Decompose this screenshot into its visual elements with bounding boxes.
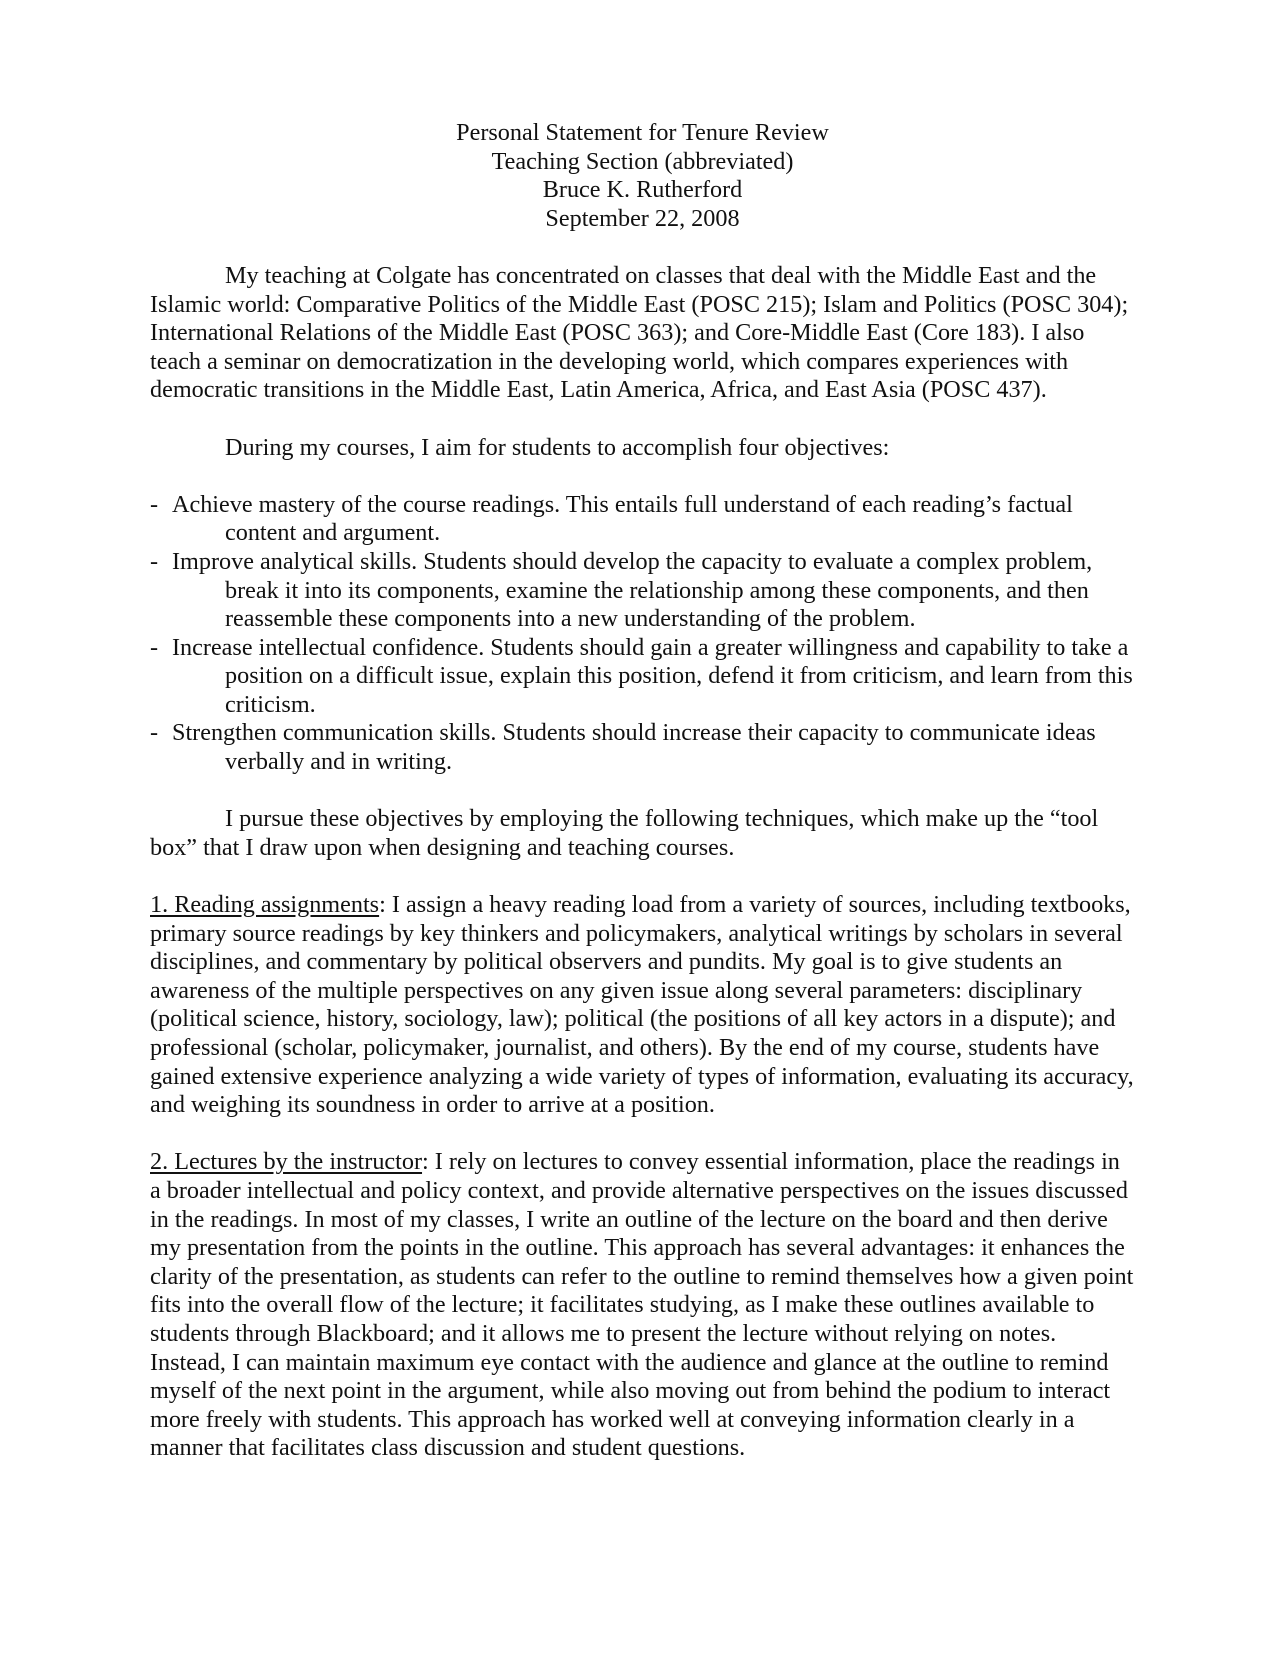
document-page xyxy=(150,119,1135,1463)
author-name: Bruce K. Rutherford xyxy=(542,176,743,204)
technique-heading: 2. Lectures by the instructor xyxy=(150,1148,423,1176)
objective-text: Achieve mastery of the course readings. This entails full understand of each reading’s factual content and argument. xyxy=(172,490,1073,547)
document-date: September 22, 2008 xyxy=(545,204,740,232)
document-subtitle: Teaching Section (abbreviated) xyxy=(491,147,794,175)
techniques-intro-paragraph: I pursue these objectives by employing the following techniques, which make up the “tool box” that I draw upon when designing and teaching courses. xyxy=(150,805,1099,861)
technique-paragraph-lectures xyxy=(150,1148,1135,1463)
list-dash: - xyxy=(150,490,159,518)
list-dash: - xyxy=(150,633,159,661)
document-title: Personal Statement for Tenure Review xyxy=(456,119,829,146)
list-dash: - xyxy=(150,547,159,575)
objective-item xyxy=(150,491,1135,548)
objectives-intro-paragraph: During my courses, I aim for students to accomplish four objectives: xyxy=(225,433,890,461)
objective-item xyxy=(150,719,1135,776)
objective-text: Strengthen communication skills. Students should increase their capacity to communicate ideas verbally and in writing. xyxy=(172,719,1096,776)
document-header xyxy=(150,119,1135,233)
list-dash: - xyxy=(150,719,159,747)
technique-heading: 1. Reading assignments xyxy=(150,891,380,919)
objective-text: Increase intellectual confidence. Students should gain a greater willingness and capability to take a position on a difficult issue, explain this position, defend it from criticism, and learn from this criticism. xyxy=(172,633,1133,718)
objective-item xyxy=(150,548,1135,634)
intro-paragraph: My teaching at Colgate has concentrated on classes that deal with the Middle East and the Islamic world: Comparative Politics of the Middle East (POSC 215); Islam and Politics (POSC 304); International Relations of the Middle East (POSC 363); and Core-Middle East (Core 183). I also teach a seminar on democratization in the developing world, which compares experiences with democratic transitions in the Middle East, Latin America, Africa, and East Asia (POSC 437). xyxy=(150,261,1129,404)
objectives-list xyxy=(150,491,1135,777)
objective-text: Improve analytical skills. Students should develop the capacity to evaluate a complex problem, break it into its components, examine the relationship among these components, and then reassemble these components into a new understanding of the problem. xyxy=(172,547,1093,633)
technique-paragraph-reading xyxy=(150,891,1135,1120)
technique-text: : I rely on lectures to convey essential information, place the readings in a broader intellectual and policy context, and provide alternative perspectives on the issues discussed in the readings. In most of my classes, I write an outline of the lecture on the board and then derive my presentation from the points in the outline. This approach has several advantages: it enhances the clarity of the presentation, as students can refer to the outline to remind themselves how a given point fits into the overall flow of the lecture; it facilitates studying, as I make these outlines available to students through Blackboard; and it allows me to present the lecture without relying on notes. Instead, I can maintain maximum eye contact with the audience and glance at the outline to remind myself of the next point in the argument, while also moving out from behind the podium to interact more freely with students. This approach has worked well at conveying information clearly in a manner that facilitates class discussion and student questions. xyxy=(150,1148,1134,1462)
objective-item xyxy=(150,634,1135,720)
technique-text: : I assign a heavy reading load from a variety of sources, including textbooks, primary source readings by key thinkers and policymakers, analytical writings by scholars in several disciplines, and commentary by political observers and pundits. My goal is to give students an awareness of the multiple perspectives on any given issue along several parameters: disciplinary (political science, history, sociology, law); political (the positions of all key actors in a dispute); and professional (scholar, policymaker, journalist, and others). By the end of my course, students have gained extensive experience analyzing a wide variety of types of information, evaluating its accuracy, and weighing its soundness in order to arrive at a position. xyxy=(150,891,1134,1119)
